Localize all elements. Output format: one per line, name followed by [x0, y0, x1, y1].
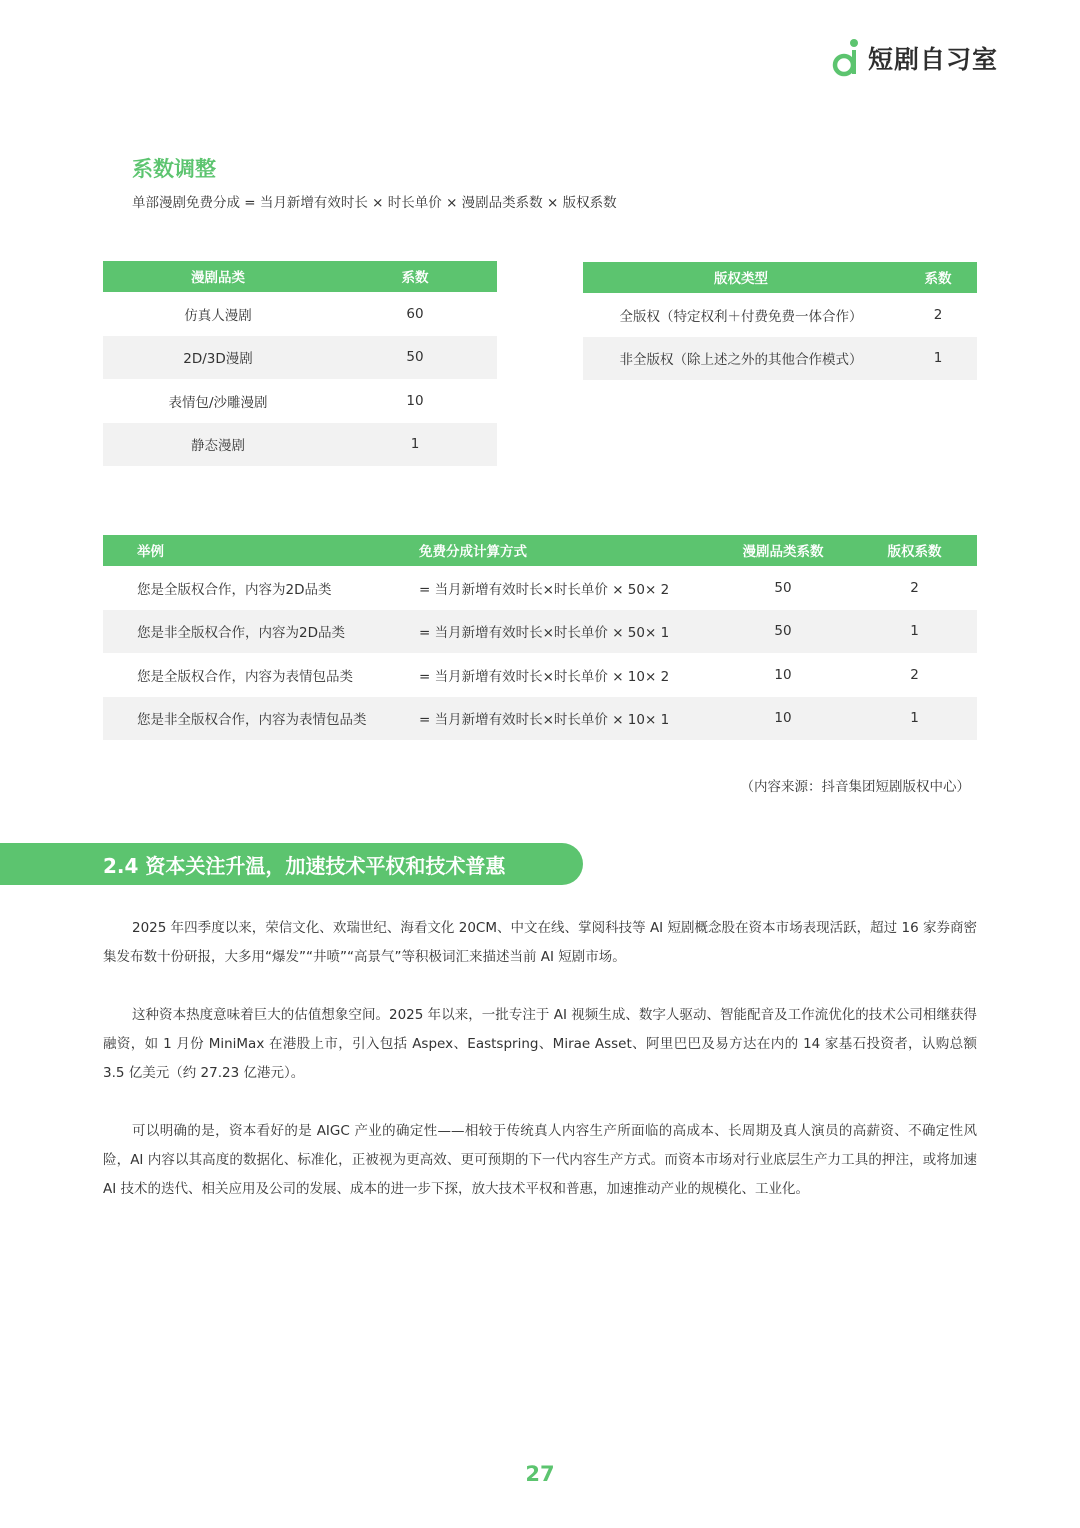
formula-cell: = 当月新增有效时长×时长单价 × 50× 2	[409, 566, 714, 610]
table-row	[103, 653, 977, 697]
column-header: 漫剧品类系数	[714, 535, 852, 566]
table-row	[103, 610, 977, 654]
brand-name: 短剧自习室	[868, 45, 999, 74]
body-paragraph: 2025 年四季度以来，荣信文化、欢瑞世纪、海看文化 20CM、中文在线、掌阅科技等 AI 短剧概念股在资本市场表现活跃，超过 16 家券商密集发布数十份研报，大多用“爆发”“井喷”“高景气”等积极词汇来描述当前 AI 短剧市场。	[103, 920, 977, 965]
formula-cell: = 当月新增有效时长×时长单价 × 50× 1	[409, 610, 714, 654]
category-coefficient-table	[103, 261, 497, 466]
brand-d-icon	[832, 38, 862, 78]
copyright-coefficient-table	[583, 262, 977, 380]
category-cell: 表情包/沙雕漫剧	[103, 379, 333, 423]
table-row	[103, 697, 977, 741]
coef-formula: 单部漫剧免费分成 = 当月新增有效时长 × 时长单价 × 漫剧品类系数 × 版权系数	[132, 195, 617, 211]
body-paragraph: 这种资本热度意味着巨大的估值想象空间。2025 年以来，一批专注于 AI 视频生成、数字人驱动、智能配音及工作流优化的技术公司相继获得融资，如 1 月份 MiniMax 在港股上市，引入包括 Aspex、Eastspring、Mirae Asset、阿里巴巴及易方达在内的 14 家基石投资者，认购总额 3.5 亿美元（约 27.23 亿港元）。	[103, 1007, 977, 1081]
copyright-type-cell: 非全版权（除上述之外的其他合作模式）	[583, 337, 899, 381]
example-cell: 您是非全版权合作，内容为表情包品类	[103, 697, 409, 741]
formula-cell: = 当月新增有效时长×时长单价 × 10× 1	[409, 697, 714, 741]
column-header: 举例	[103, 535, 409, 566]
section-heading: 2.4 资本关注升温，加速技术平权和技术普惠	[103, 854, 506, 878]
column-header: 系数	[333, 261, 497, 292]
coefficient-cell: 60	[333, 292, 497, 336]
coef-title: 系数调整	[132, 157, 216, 181]
column-header: 版权类型	[583, 262, 899, 293]
category-coefficient-cell: 50	[714, 610, 852, 654]
category-cell: 静态漫剧	[103, 423, 333, 467]
table-header-row	[583, 262, 977, 293]
example-cell: 您是全版权合作，内容为2D品类	[103, 566, 409, 610]
coefficient-cell: 50	[333, 336, 497, 380]
copyright-coefficient-cell: 2	[852, 653, 977, 697]
example-cell: 您是非全版权合作，内容为2D品类	[103, 610, 409, 654]
category-coefficient-cell: 10	[714, 697, 852, 741]
coefficient-cell: 1	[333, 423, 497, 467]
coefficient-cell: 1	[899, 337, 977, 381]
body-paragraph: 可以明确的是，资本看好的是 AIGC 产业的确定性——相较于传统真人内容生产所面临的高成本、长周期及真人演员的高薪资、不确定性风险，AI 内容以其高度的数据化、标准化，正被视为更高效、更可预期的下一代内容生产方式。而资本市场对行业底层生产力工具的押注，或将加速 AI 技术的迭代、相关应用及公司的发展、成本的进一步下探，放大技术平权和普惠，加速推动产业的规模化、工业化。	[103, 1123, 977, 1197]
copyright-coefficient-cell: 1	[852, 610, 977, 654]
formula-cell: = 当月新增有效时长×时长单价 × 10× 2	[409, 653, 714, 697]
column-header: 版权系数	[852, 535, 977, 566]
table-row	[103, 423, 497, 467]
page-number: 27	[525, 1462, 555, 1486]
content-source-note: （内容来源：抖音集团短剧版权中心）	[740, 779, 970, 795]
category-coefficient-cell: 50	[714, 566, 852, 610]
column-header: 免费分成计算方式	[409, 535, 714, 566]
table-row	[103, 292, 497, 336]
table-row	[103, 336, 497, 380]
table-row	[103, 566, 977, 610]
coefficient-cell: 10	[333, 379, 497, 423]
column-header: 系数	[899, 262, 977, 293]
category-coefficient-cell: 10	[714, 653, 852, 697]
table-header-row	[103, 535, 977, 566]
table-row	[583, 337, 977, 381]
example-cell: 您是全版权合作，内容为表情包品类	[103, 653, 409, 697]
category-cell: 2D/3D漫剧	[103, 336, 333, 380]
table-header-row	[103, 261, 497, 292]
column-header: 漫剧品类	[103, 261, 333, 292]
copyright-type-cell: 全版权（特定权利＋付费免费一体合作）	[583, 293, 899, 337]
copyright-coefficient-cell: 1	[852, 697, 977, 741]
category-cell: 仿真人漫剧	[103, 292, 333, 336]
brand-logo	[832, 36, 998, 80]
coefficient-cell: 2	[899, 293, 977, 337]
table-row	[103, 379, 497, 423]
table-row	[583, 293, 977, 337]
calculation-example-table	[103, 535, 977, 740]
copyright-coefficient-cell: 2	[852, 566, 977, 610]
